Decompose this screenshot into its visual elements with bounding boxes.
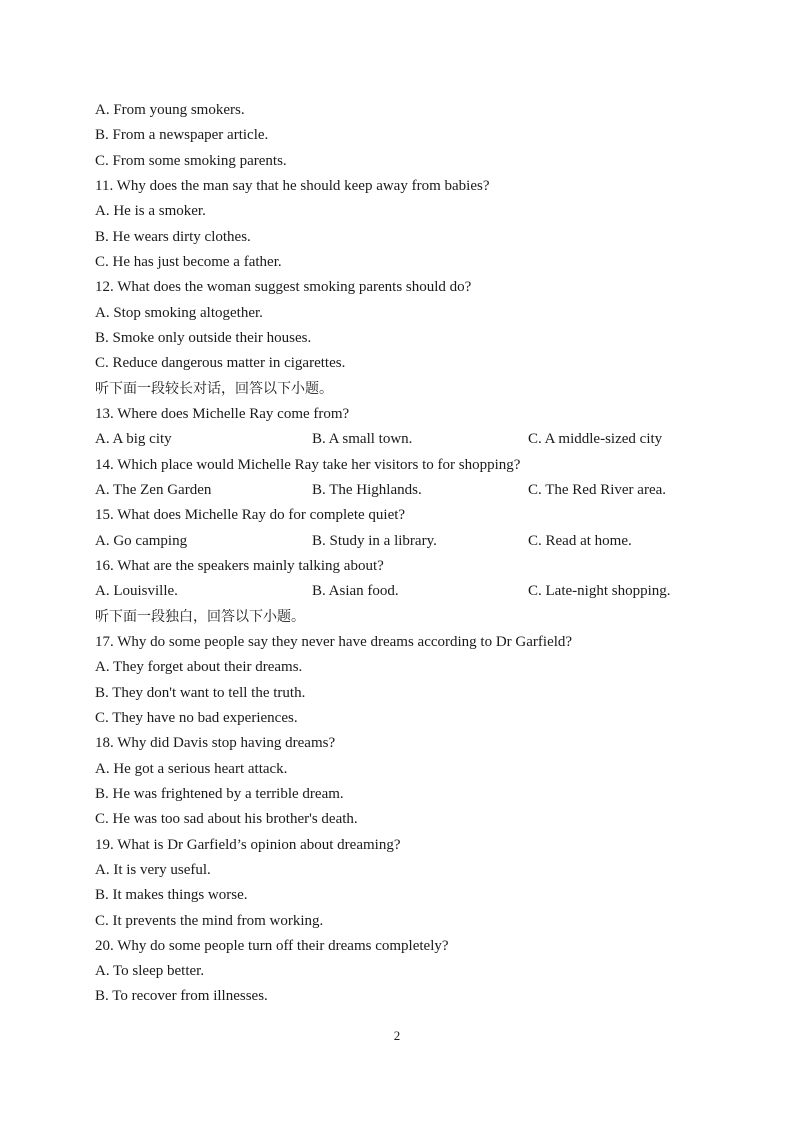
text-line: C. From some smoking parents. xyxy=(95,152,287,169)
option-text: A. A big city xyxy=(95,431,172,448)
text-line: 15. What does Michelle Ray do for complete quiet? xyxy=(95,507,406,524)
text-line: A. It is very useful. xyxy=(95,861,211,878)
option-text: A. The Zen Garden xyxy=(95,481,212,498)
text-line: B. Smoke only outside their houses. xyxy=(95,329,312,346)
text-line: A. They forget about their dreams. xyxy=(95,659,303,676)
text-line: A. He is a smoker. xyxy=(95,203,206,220)
option-text: A. Go camping xyxy=(95,532,188,549)
text-line: C. It prevents the mind from working. xyxy=(95,912,324,929)
text-line: C. He was too sad about his brother's death. xyxy=(95,811,358,828)
text-line: B. He was frightened by a terrible dream. xyxy=(95,785,344,802)
text-line: 17. Why do some people say they never have dreams according to Dr Garfield? xyxy=(95,633,573,650)
option-text: B. A small town. xyxy=(312,431,413,448)
text-line: 14. Which place would Michelle Ray take her visitors to for shopping? xyxy=(95,456,521,473)
text-line: 11. Why does the man say that he should keep away from babies? xyxy=(95,177,490,194)
text-line: A. Stop smoking altogether. xyxy=(95,304,263,321)
page-content xyxy=(95,98,735,1010)
text-line: B. It makes things worse. xyxy=(95,887,248,904)
text-line: B. He wears dirty clothes. xyxy=(95,228,251,245)
option-text: C. Late-night shopping. xyxy=(528,583,671,600)
text-line: A. From young smokers. xyxy=(95,102,245,118)
text-line: 16. What are the speakers mainly talking about? xyxy=(95,557,384,574)
text-line: B. They don't want to tell the truth. xyxy=(95,684,306,701)
text-line: C. They have no bad experiences. xyxy=(95,709,298,726)
option-text: C. A middle-sized city xyxy=(528,431,663,448)
text-line: C. He has just become a father. xyxy=(95,253,282,270)
text-line: C. Reduce dangerous matter in cigarettes. xyxy=(95,355,346,372)
option-text: B. The Highlands. xyxy=(312,481,422,498)
option-text: B. Asian food. xyxy=(312,583,399,600)
options-row xyxy=(95,579,735,604)
text-line: B. To recover from illnesses. xyxy=(95,988,268,1005)
section-instruction: 听下面一段独白，回答以下小题。 xyxy=(95,608,305,625)
text-line: 18. Why did Davis stop having dreams? xyxy=(95,735,336,752)
text-line: 19. What is Dr Garfield’s opinion about dreaming? xyxy=(95,836,401,853)
option-text: A. Louisville. xyxy=(95,583,178,600)
options-row xyxy=(95,427,735,452)
text-line: B. From a newspaper article. xyxy=(95,127,269,144)
option-text: C. The Red River area. xyxy=(528,481,667,498)
options-row xyxy=(95,478,735,503)
section-instruction: 听下面一段较长对话，回答以下小题。 xyxy=(95,380,333,397)
text-line: A. To sleep better. xyxy=(95,963,205,980)
text-line: A. He got a serious heart attack. xyxy=(95,760,288,777)
options-row xyxy=(95,529,735,554)
text-line: 13. Where does Michelle Ray come from? xyxy=(95,405,350,422)
page-number: 2 xyxy=(393,1028,401,1043)
option-text: B. Study in a library. xyxy=(312,532,437,549)
option-text: C. Read at home. xyxy=(528,532,632,549)
text-line: 12. What does the woman suggest smoking parents should do? xyxy=(95,279,472,296)
text-line: 20. Why do some people turn off their dreams completely? xyxy=(95,937,449,954)
